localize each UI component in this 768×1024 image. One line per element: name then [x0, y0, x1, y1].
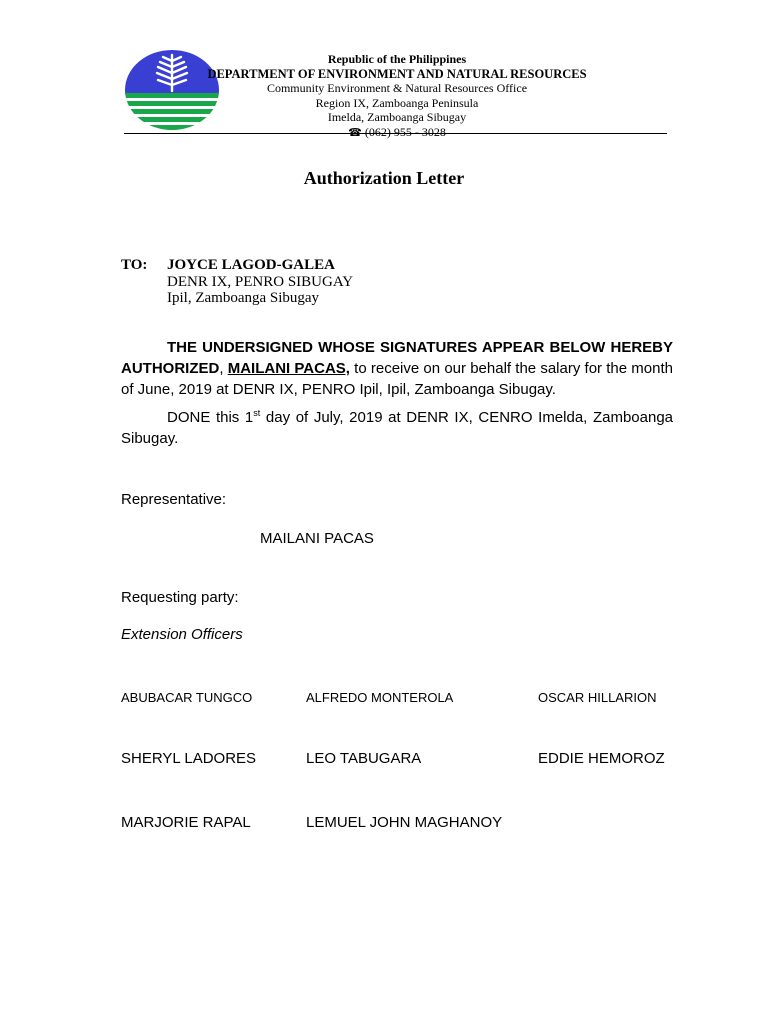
done-rest: day of July, 2019 at DENR IX, CENRO Imelda, Zamboanga Sibugay. — [121, 409, 674, 447]
department-line: DEPARTMENT OF ENVIRONMENT AND NATURAL RESOURCES — [207, 66, 587, 81]
signatory-name: OSCAR HILLARION — [538, 690, 657, 705]
authorization-paragraph — [121, 337, 673, 400]
letterhead — [200, 52, 594, 140]
signatory-name: ABUBACAR TUNGCO — [121, 690, 253, 705]
signatory-name: LEMUEL JOHN MAGHANOY — [306, 814, 503, 831]
representative-name: MAILANI PACAS — [260, 530, 374, 547]
authorization-rest: to receive on our behalf the salary for the month of June, 2019 at DENR IX, PENRO Ipil, Ipil, Zamboanga Sibugay. — [121, 360, 673, 398]
signatory-name: LEO TABUGARA — [306, 750, 422, 767]
header-divider — [124, 133, 667, 134]
location-line: Imelda, Zamboanga Sibugay — [327, 110, 467, 124]
representative-label: Representative: — [121, 491, 227, 508]
addressee-office: DENR IX, PENRO SIBUGAY — [167, 273, 354, 290]
phone-number: (062) 955 - 3028 — [364, 124, 446, 139]
signatory-name: EDDIE HEMOROZ — [538, 750, 665, 767]
authorization-lead: THE UNDERSIGNED WHOSE SIGNATURES APPEAR BELOW HEREBY AUTHORIZED — [121, 339, 673, 377]
office-line: Community Environment & Natural Resources Office — [266, 81, 528, 95]
addressee-address: Ipil, Zamboanga Sibugay — [167, 290, 320, 306]
done-ordinal: st — [253, 408, 261, 418]
authorization-comma: , — [219, 360, 228, 377]
authorized-person: MAILANI PACAS, — [227, 360, 350, 377]
signatory-name: SHERYL LADORES — [121, 750, 257, 767]
done-start: DONE this 1 — [167, 409, 254, 426]
extension-officers-label: Extension Officers — [121, 626, 243, 643]
signatory-name: MARJORIE RAPAL — [121, 814, 251, 831]
phone-icon: ☎ — [348, 126, 362, 139]
done-paragraph — [121, 407, 673, 449]
to-label: TO: — [121, 257, 148, 273]
requesting-party-label: Requesting party: — [121, 589, 239, 606]
republic-line: Republic of the Philippines — [327, 52, 467, 66]
signatory-name: ALFREDO MONTEROLA — [306, 690, 454, 705]
page-title: Authorization Letter — [303, 168, 465, 188]
addressee-name: JOYCE LAGOD-GALEA — [167, 257, 335, 273]
region-line: Region IX, Zamboanga Peninsula — [315, 95, 479, 110]
